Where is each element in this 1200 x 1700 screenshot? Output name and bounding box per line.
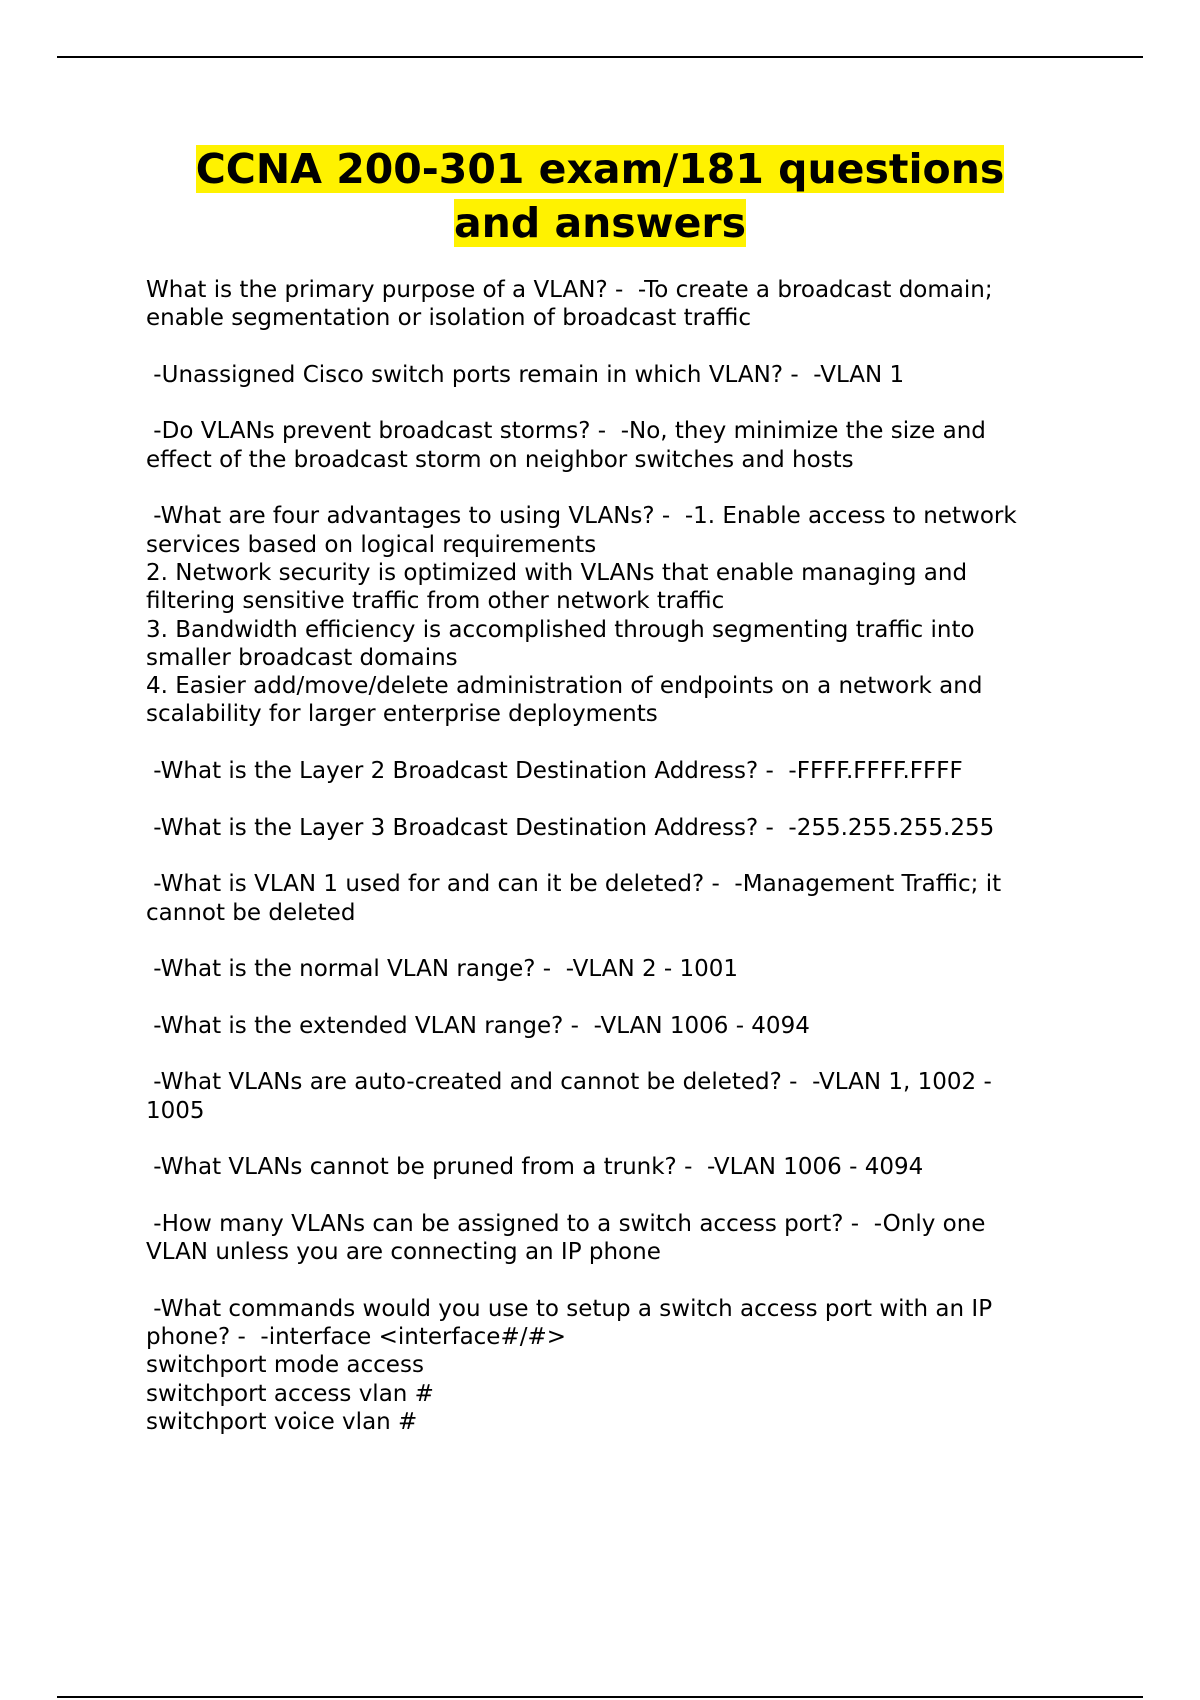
qa-line: -What VLANs cannot be pruned from a trunk? - -VLAN 1006 - 4094 [146, 1154, 924, 1181]
qa-entry [146, 1295, 1076, 1436]
qa-line: switchport voice vlan # [146, 1408, 418, 1435]
qa-entry [146, 1068, 1076, 1125]
title-line-1: CCNA 200-301 exam/181 questions [195, 145, 1005, 193]
qa-entry [146, 1012, 1076, 1040]
qa-line: 3. Bandwidth efficiency is accomplished through segmenting traffic into [146, 616, 975, 643]
title-line-2: and answers [453, 199, 747, 247]
qa-line: switchport access vlan # [146, 1380, 434, 1407]
qa-entry [146, 870, 1076, 927]
qa-line: phone? - -interface <interface#/#> [146, 1323, 567, 1350]
qa-line: cannot be deleted [146, 899, 356, 926]
qa-line: -Unassigned Cisco switch ports remain in which VLAN? - -VLAN 1 [146, 361, 905, 388]
footer-rule [57, 1696, 1143, 1698]
qa-line: -What are four advantages to using VLANs? - -1. Enable access to network [146, 503, 1017, 530]
qa-line: -What is VLAN 1 used for and can it be deleted? - -Management Traffic; it [146, 871, 1002, 898]
qa-entry [146, 276, 1076, 333]
qa-line: 2. Network security is optimized with VLANs that enable managing and [146, 559, 968, 586]
qa-entry [146, 502, 1076, 728]
qa-entry [146, 814, 1076, 842]
qa-entry [146, 1153, 1076, 1181]
qa-entry [146, 1210, 1076, 1267]
qa-line: effect of the broadcast storm on neighbor switches and hosts [146, 446, 854, 473]
qa-line: -What is the extended VLAN range? - -VLAN 1006 - 4094 [146, 1012, 810, 1039]
qa-entry [146, 417, 1076, 474]
qa-line: scalability for larger enterprise deployments [146, 701, 658, 728]
qa-line: VLAN unless you are connecting an IP phone [146, 1239, 661, 1266]
qa-line: switchport mode access [146, 1352, 424, 1379]
qa-line: 1005 [146, 1097, 205, 1124]
qa-line: smaller broadcast domains [146, 644, 458, 671]
qa-line: filtering sensitive traffic from other network traffic [146, 588, 725, 615]
qa-entry [146, 757, 1076, 785]
qa-line: 4. Easier add/move/delete administration of endpoints on a network and [146, 673, 983, 700]
qa-entry [146, 361, 1076, 389]
qa-line: -What is the normal VLAN range? - -VLAN 2 - 1001 [146, 956, 739, 983]
qa-line: -Do VLANs prevent broadcast storms? - -No, they minimize the size and [146, 418, 986, 445]
document-title [0, 142, 1200, 250]
qa-line: What is the primary purpose of a VLAN? - -To create a broadcast domain; [146, 277, 993, 303]
qa-line: -What commands would you use to setup a switch access port with an IP [146, 1295, 993, 1322]
qa-entry [146, 955, 1076, 983]
qa-content [146, 276, 1076, 1464]
qa-line: enable segmentation or isolation of broadcast traffic [146, 305, 752, 332]
header-rule [57, 56, 1143, 58]
qa-line: services based on logical requirements [146, 531, 597, 558]
qa-line: -What is the Layer 2 Broadcast Destination Address? - -FFFF.FFFF.FFFF [146, 758, 963, 785]
qa-line: -What is the Layer 3 Broadcast Destination Address? - -255.255.255.255 [146, 814, 995, 841]
qa-line: -What VLANs are auto-created and cannot be deleted? - -VLAN 1, 1002 - [146, 1069, 992, 1096]
title-block [0, 142, 1200, 250]
qa-line: -How many VLANs can be assigned to a switch access port? - -Only one [146, 1210, 986, 1237]
